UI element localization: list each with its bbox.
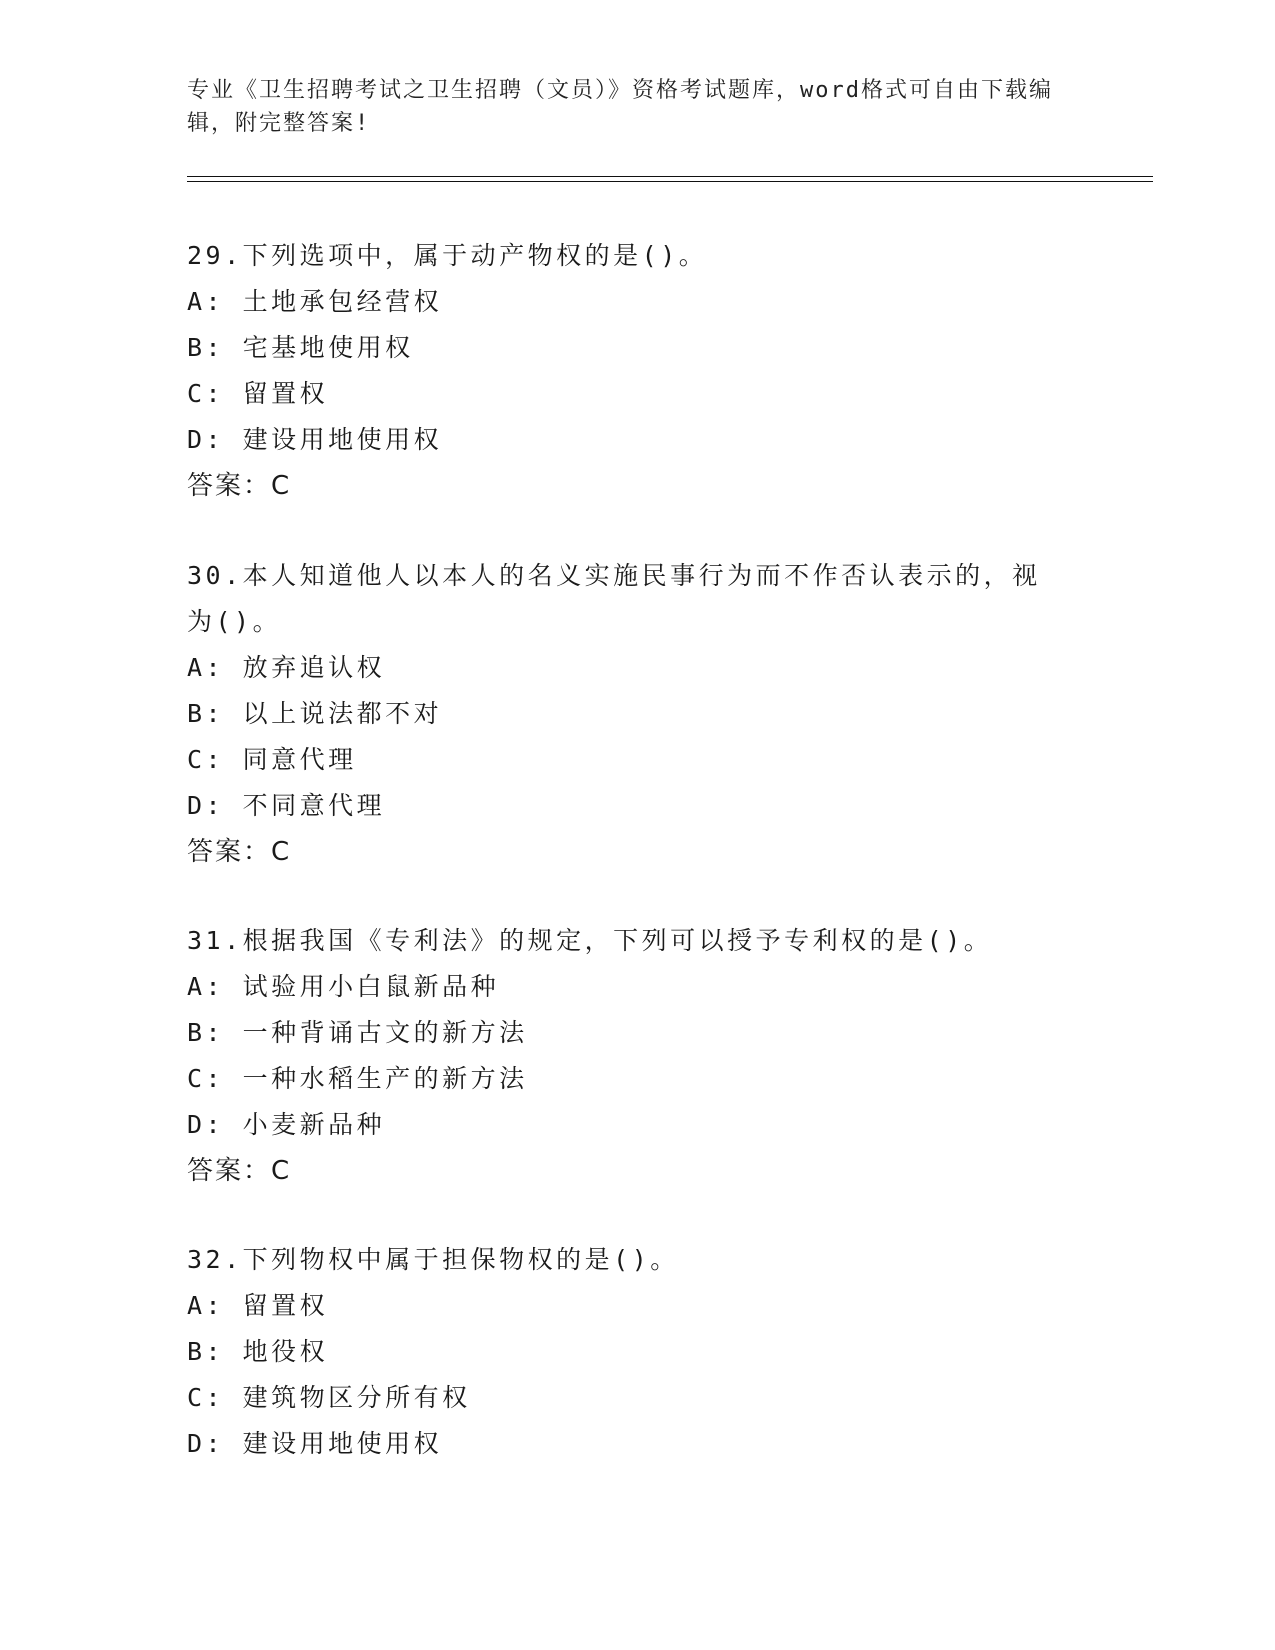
option-c: C: 留置权 [187,379,329,408]
option-b: B: 宅基地使用权 [187,333,414,362]
option-a: A: 土地承包经营权 [187,287,443,316]
question-32 [187,1237,1087,1467]
answer: 答案：C [187,837,292,867]
option-a: A: 试验用小白鼠新品种 [187,972,500,1001]
question-30 [187,553,1087,875]
header-divider-bottom [187,181,1153,182]
question-stem: 31.根据我国《专利法》的规定，下列可以授予专利权的是()。 [187,926,993,955]
question-stem: 30.本人知道他人以本人的名义实施民事行为而不作否认表示的，视为()。 [187,561,1041,636]
option-a: A: 留置权 [187,1291,329,1320]
option-d: D: 不同意代理 [187,791,386,820]
option-d: D: 建设用地使用权 [187,1429,443,1458]
header-divider-top [187,176,1153,177]
answer: 答案：C [187,471,292,501]
document-header: 专业《卫生招聘考试之卫生招聘（文员）》资格考试题库，word格式可自由下载编辑，附完整答案! [187,78,1053,136]
option-d: D: 小麦新品种 [187,1110,386,1139]
option-c: C: 建筑物区分所有权 [187,1383,471,1412]
question-31 [187,918,1087,1194]
option-c: C: 同意代理 [187,745,357,774]
option-a: A: 放弃追认权 [187,653,386,682]
question-stem: 32.下列物权中属于担保物权的是()。 [187,1245,679,1274]
question-29 [187,233,1087,509]
option-b: B: 以上说法都不对 [187,699,443,728]
question-stem: 29.下列选项中，属于动产物权的是()。 [187,241,708,270]
option-c: C: 一种水稻生产的新方法 [187,1064,528,1093]
answer: 答案：C [187,1156,292,1186]
option-b: B: 一种背诵古文的新方法 [187,1018,528,1047]
option-b: B: 地役权 [187,1337,329,1366]
option-d: D: 建设用地使用权 [187,425,443,454]
